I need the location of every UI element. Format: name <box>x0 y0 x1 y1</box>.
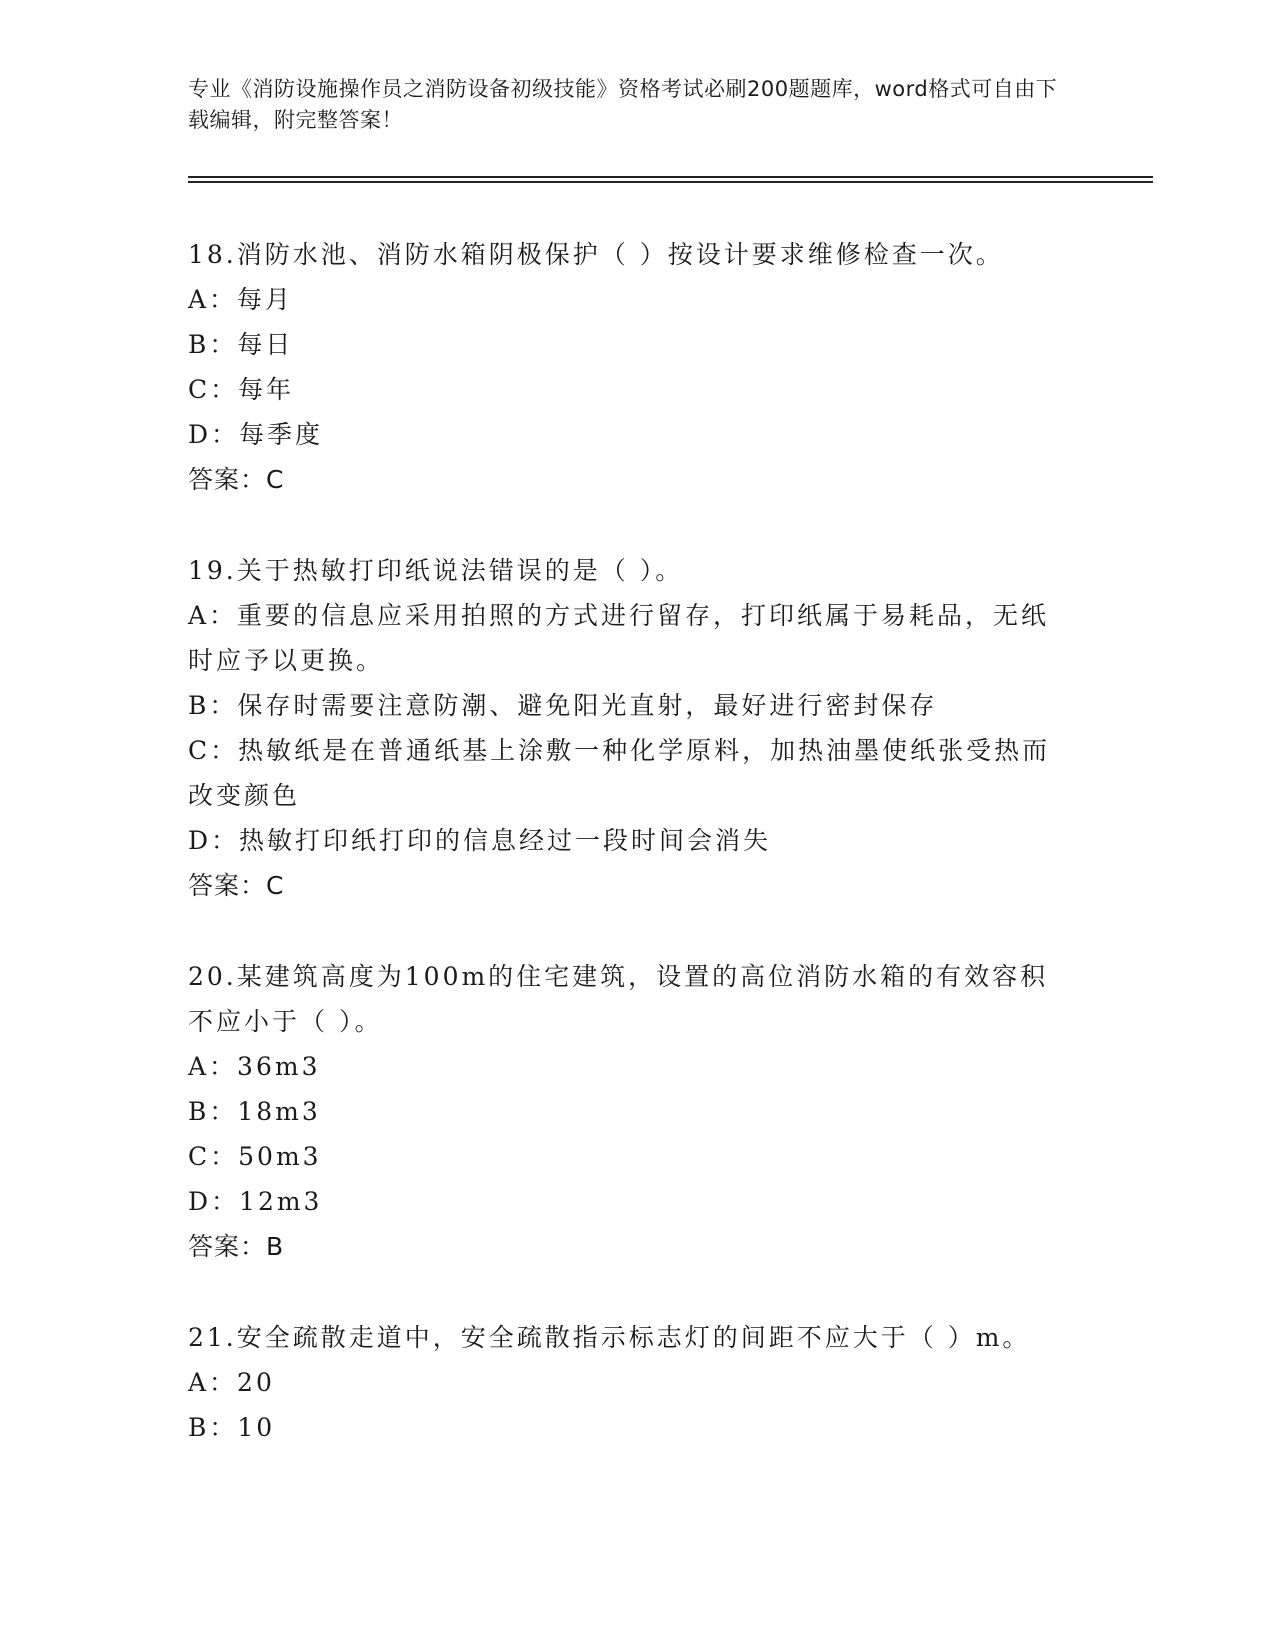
question-21-stem: 21.安全疏散走道中，安全疏散指示标志灯的间距不应大于（ ）m。 <box>188 1323 1031 1352</box>
question-19-answer: 答案：C <box>188 871 285 900</box>
question-20-answer: 答案：B <box>188 1232 285 1261</box>
question-20-stem-line2: 不应小于（ ）。 <box>188 1007 383 1036</box>
question-18-option-c: C：每年 <box>188 375 295 404</box>
question-19-stem: 19.关于热敏打印纸说法错误的是（ ）。 <box>188 556 684 585</box>
question-18-answer: 答案：C <box>188 465 285 494</box>
question-21-option-b: B：10 <box>188 1413 276 1442</box>
question-19-option-a-line2: 时应予以更换。 <box>188 646 385 675</box>
question-19-option-c-line1: C：热敏纸是在普通纸基上涂敷一种化学原料，加热油墨使纸张受热而 <box>188 736 1051 765</box>
question-18-option-b: B：每日 <box>188 330 294 359</box>
question-20-stem-line1: 20.某建筑高度为100m的住宅建筑，设置的高位消防水箱的有效容积 <box>188 962 1049 991</box>
question-21-option-a: A：20 <box>188 1368 275 1397</box>
question-20-option-a: A：36m3 <box>188 1052 321 1081</box>
question-18-stem: 18.消防水池、消防水箱阴极保护（ ）按设计要求维修检查一次。 <box>188 240 1004 269</box>
question-20-option-c: C：50m3 <box>188 1142 322 1171</box>
question-19-option-b: B：保存时需要注意防潮、避免阳光直射，最好进行密封保存 <box>188 691 938 720</box>
question-18-option-a: A：每月 <box>188 285 294 314</box>
document-header: 专业《消防设施操作员之消防设备初级技能》资格考试必刷200题题库，word格式可自由下载编辑，附完整答案！ <box>188 77 1058 132</box>
question-19-option-a-line1: A：重要的信息应采用拍照的方式进行留存，打印纸属于易耗品，无纸 <box>188 601 1050 630</box>
question-20-option-b: B：18m3 <box>188 1097 321 1126</box>
header-divider-top <box>188 176 1153 178</box>
question-19-option-c-line2: 改变颜色 <box>188 781 301 810</box>
question-19-option-d: D：热敏打印纸打印的信息经过一段时间会消失 <box>188 826 772 855</box>
question-18-option-d: D：每季度 <box>188 420 324 449</box>
header-divider-bottom <box>188 181 1153 183</box>
question-20-option-d: D：12m3 <box>188 1187 323 1216</box>
